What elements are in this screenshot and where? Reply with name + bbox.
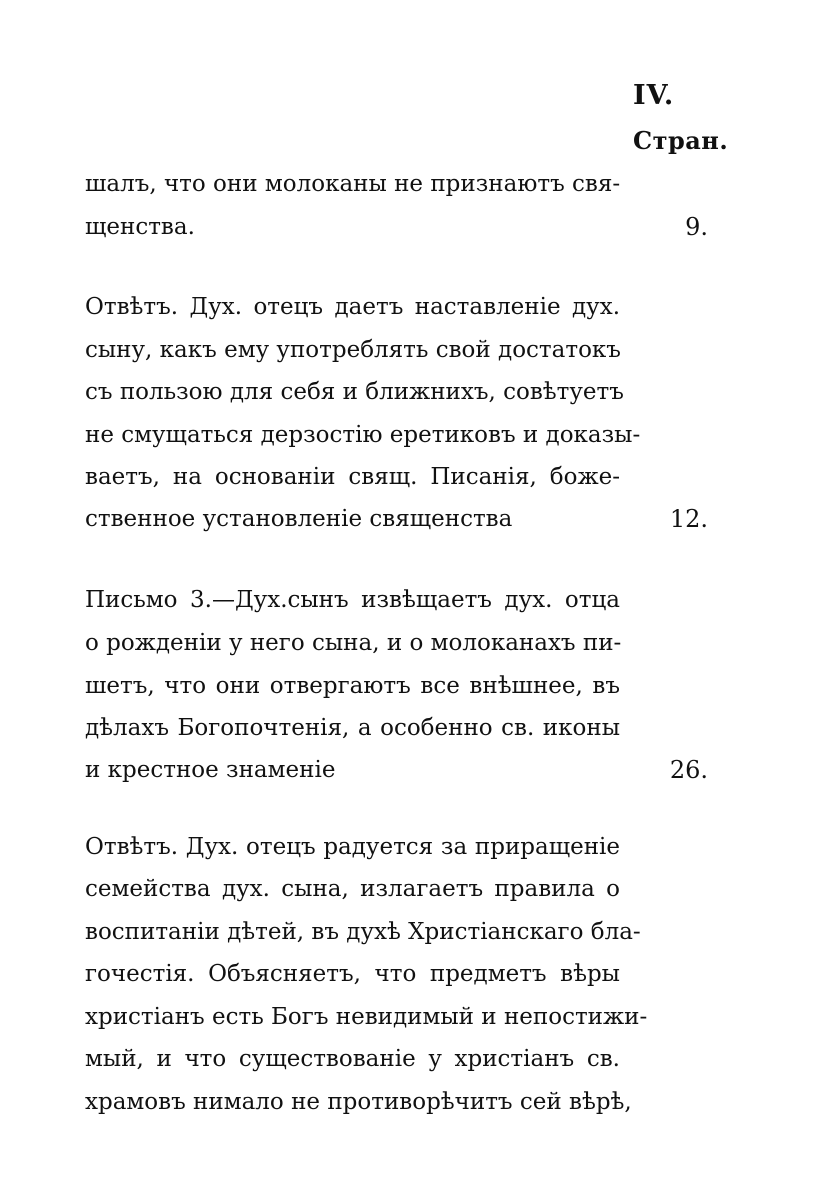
entry-line: съ пользою для себя и ближнихъ, совѣтуетъ <box>85 379 624 405</box>
page-column-label: Стран. <box>633 126 729 155</box>
entry-line: Отвѣтъ. Дух. отецъ даетъ наставленіе дух. <box>85 294 620 320</box>
entry-line: храмовъ нимало не противорѣчитъ сей вѣрѣ, <box>85 1089 632 1115</box>
entry-line: семейства дух. сына, излагаетъ правила о <box>85 876 620 902</box>
entry-line: сыну, какъ ему употреблять свой достатокъ <box>85 337 621 363</box>
entry-line: и крестное знаменіе <box>85 757 336 783</box>
entry-line: Письмо 3.—Дух.сынъ извѣщаетъ дух. отца <box>85 587 620 613</box>
entry-page-ref: 26. <box>669 756 708 784</box>
entry-page-ref: 12. <box>669 505 708 533</box>
entry-line: о рожденіи у него сына, и о молоканахъ пи- <box>85 630 622 656</box>
entry-line: христіанъ есть Богъ невидимый и непостижи- <box>85 1004 648 1030</box>
entry-line: ваетъ, на основаніи свящ. Писанія, боже- <box>85 464 620 490</box>
entry-line: Отвѣтъ. Дух. отецъ радуется за приращеніе <box>85 834 620 860</box>
entry-page-ref: 9. <box>685 213 708 241</box>
entry-line: гочестія. Объясняетъ, что предметъ вѣры <box>85 961 620 987</box>
entry-line: мый, и что существованіе у христіанъ св. <box>85 1046 620 1072</box>
entry-line: дѣлахъ Богопочтенія, а особенно св. иконы <box>85 715 620 741</box>
entry-line: не смущаться дерзостію еретиковъ и доказы- <box>85 422 641 448</box>
entry-line: шетъ, что они отвергаютъ все внѣшнее, въ <box>85 673 620 699</box>
entry-line: шалъ, что они молоканы не признаютъ свя- <box>85 171 621 197</box>
entry-line: воспитаніи дѣтей, въ духѣ Христіанскаго бла- <box>85 919 641 945</box>
entry-line: ственное установленіе священства <box>85 506 513 532</box>
page-number: IV. <box>633 80 675 111</box>
entry-line: щенства. <box>85 214 195 240</box>
